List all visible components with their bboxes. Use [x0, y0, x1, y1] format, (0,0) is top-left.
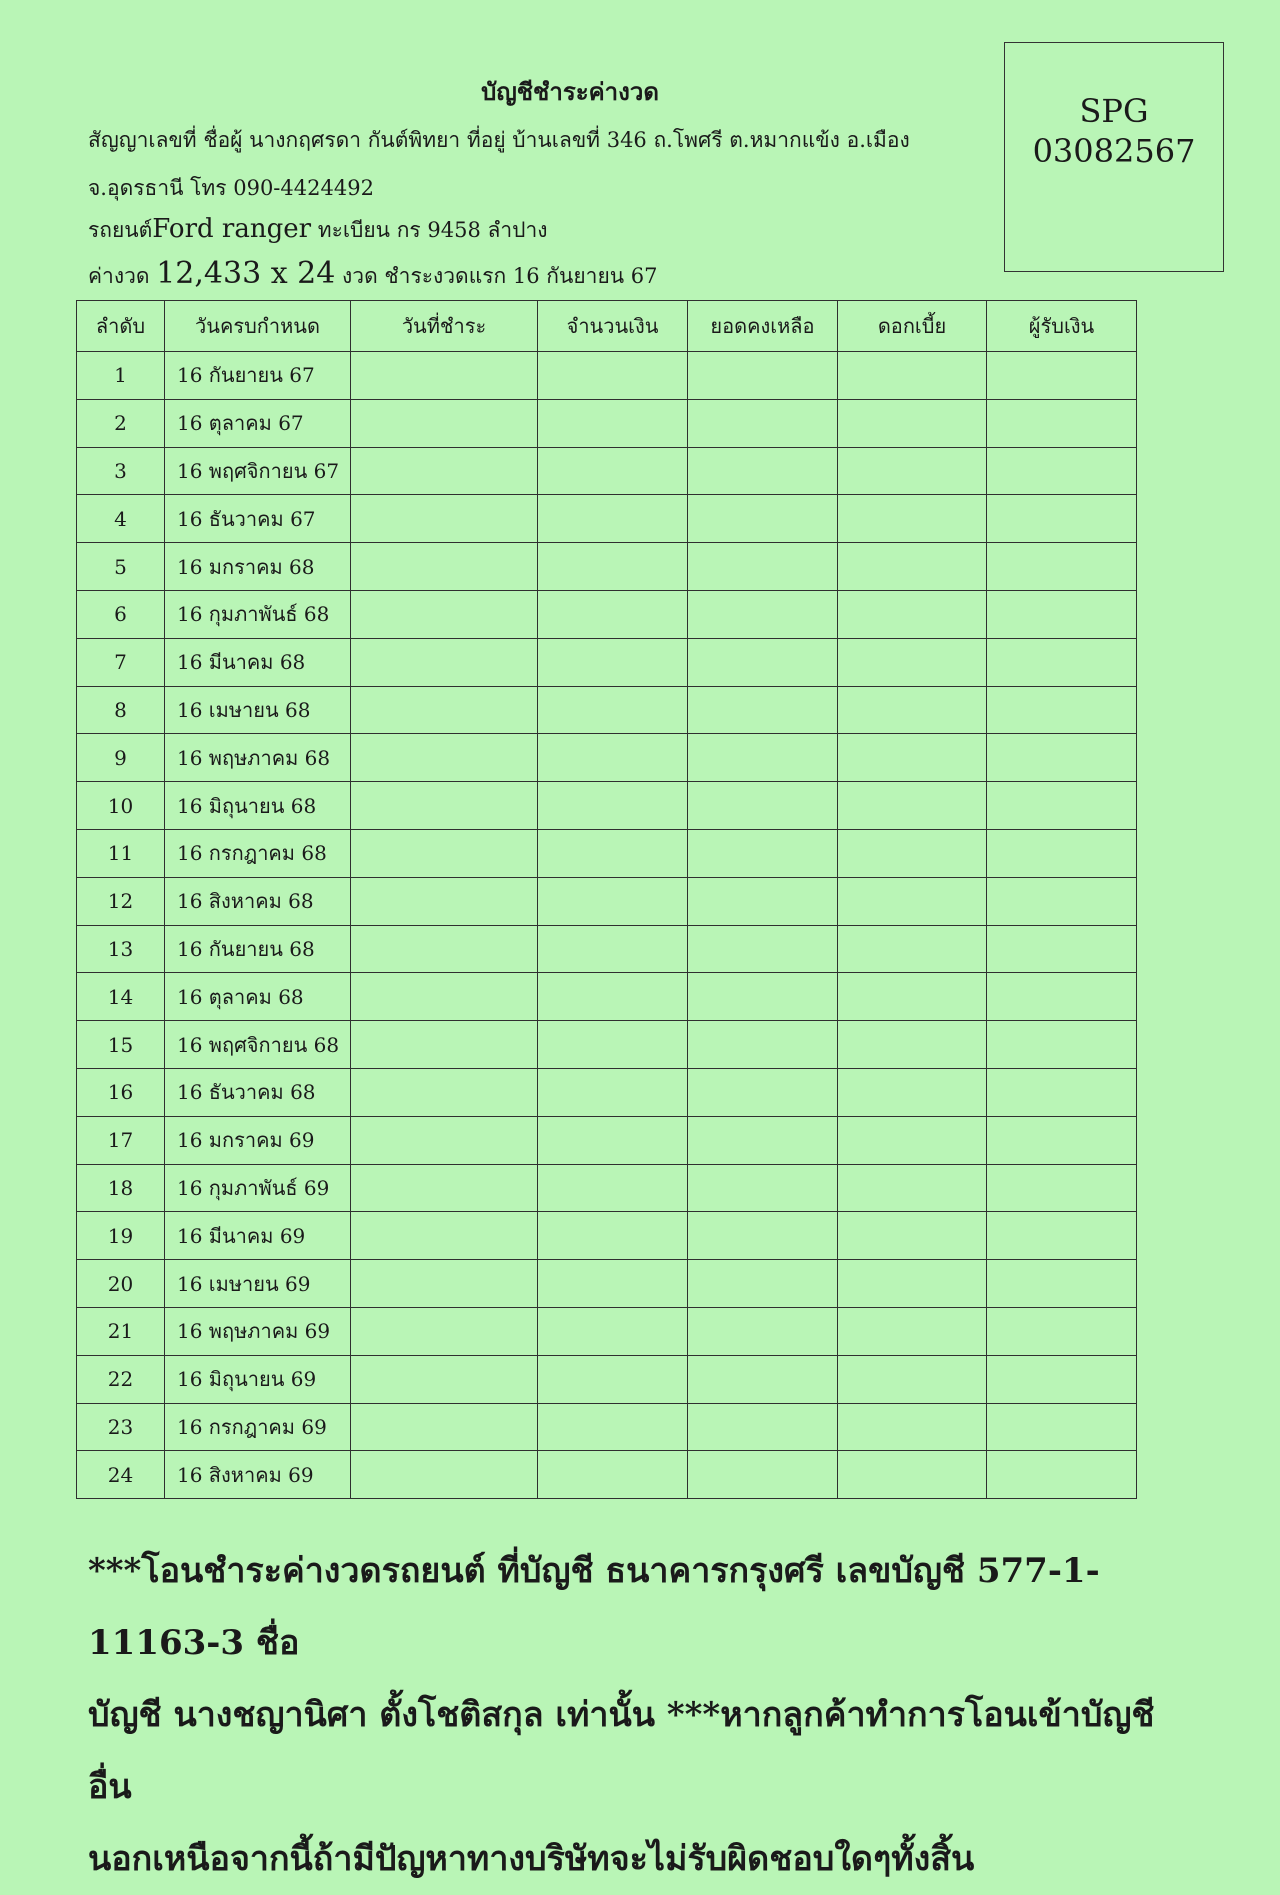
column-header: วันที่ชำระ [351, 301, 538, 352]
installment-amount: 12,433 x 24 [156, 256, 336, 291]
table-row [77, 399, 1137, 447]
due-date-cell: 16 มิถุนายน 68 [165, 782, 351, 830]
row-number-cell: 16 [77, 1068, 165, 1116]
installment-suffix: งวด ชำระงวดแรก 16 กันยายน 67 [342, 264, 658, 288]
document-title: บัญชีชำระค่างวด [481, 77, 659, 106]
payment-date-cell [351, 447, 538, 495]
receiver-cell [987, 1451, 1137, 1499]
vehicle-plate: ทะเบียน กร 9458 ลำปาง [317, 218, 548, 242]
table-row [77, 877, 1137, 925]
receiver-cell [987, 1403, 1137, 1451]
due-date-cell: 16 พฤษภาคม 69 [165, 1307, 351, 1355]
row-number-cell: 24 [77, 1451, 165, 1499]
balance-cell [688, 399, 838, 447]
table-row [77, 1212, 1137, 1260]
payment-schedule-table [76, 300, 1137, 1499]
notice-line-2: บัญชี นางชญานิศา ตั้งโชติสกุล เท่านั้น ***หากลูกค้าทำการโอนเข้าบัญชีอื่น [88, 1695, 1155, 1807]
table-row [77, 1403, 1137, 1451]
receiver-cell [987, 352, 1137, 400]
amount-cell [538, 973, 688, 1021]
table-row [77, 590, 1137, 638]
amount-cell [538, 590, 688, 638]
amount-cell [538, 1307, 688, 1355]
table-row [77, 1355, 1137, 1403]
table-row [77, 1068, 1137, 1116]
reference-code-prefix: SPG [1079, 92, 1149, 130]
amount-cell [538, 352, 688, 400]
row-number-cell: 7 [77, 638, 165, 686]
amount-cell [538, 686, 688, 734]
payment-date-cell [351, 1260, 538, 1308]
table-row [77, 543, 1137, 591]
column-header: ดอกเบี้ย [838, 301, 987, 352]
payment-date-cell [351, 1403, 538, 1451]
amount-cell [538, 877, 688, 925]
amount-cell [538, 734, 688, 782]
payment-date-cell [351, 495, 538, 543]
interest-cell [838, 1355, 987, 1403]
row-number-cell: 1 [77, 352, 165, 400]
interest-cell [838, 1021, 987, 1069]
receiver-cell [987, 782, 1137, 830]
payment-date-cell [351, 1307, 538, 1355]
table-row [77, 925, 1137, 973]
amount-cell [538, 447, 688, 495]
balance-cell [688, 973, 838, 1021]
balance-cell [688, 1307, 838, 1355]
receiver-cell [987, 1068, 1137, 1116]
row-number-cell: 17 [77, 1116, 165, 1164]
interest-cell [838, 1116, 987, 1164]
due-date-cell: 16 มีนาคม 69 [165, 1212, 351, 1260]
interest-cell [838, 1260, 987, 1308]
amount-cell [538, 1355, 688, 1403]
payment-date-cell [351, 1451, 538, 1499]
receiver-cell [987, 1021, 1137, 1069]
payment-date-cell [351, 543, 538, 591]
table-row [77, 782, 1137, 830]
interest-cell [838, 1212, 987, 1260]
interest-cell [838, 1307, 987, 1355]
balance-cell [688, 829, 838, 877]
amount-cell [538, 1451, 688, 1499]
receiver-cell [987, 686, 1137, 734]
payment-date-cell [351, 399, 538, 447]
table-row [77, 1164, 1137, 1212]
balance-cell [688, 543, 838, 591]
vehicle-line [88, 214, 548, 247]
receiver-cell [987, 1260, 1137, 1308]
receiver-cell [987, 399, 1137, 447]
receiver-cell [987, 734, 1137, 782]
balance-cell [688, 495, 838, 543]
interest-cell [838, 829, 987, 877]
row-number-cell: 8 [77, 686, 165, 734]
amount-cell [538, 1116, 688, 1164]
balance-cell [688, 1260, 838, 1308]
interest-cell [838, 1164, 987, 1212]
notice-line-3: นอกเหนือจากนี้ถ้ามีปัญหาทางบริษัทจะไม่รับผิดชอบใดๆทั้งสิ้น [88, 1839, 975, 1879]
row-number-cell: 4 [77, 495, 165, 543]
due-date-cell: 16 สิงหาคม 68 [165, 877, 351, 925]
row-number-cell: 3 [77, 447, 165, 495]
table-row [77, 1451, 1137, 1499]
table-row [77, 352, 1137, 400]
row-number-cell: 2 [77, 399, 165, 447]
balance-cell [688, 877, 838, 925]
balance-cell [688, 1068, 838, 1116]
receiver-cell [987, 829, 1137, 877]
column-header: ผู้รับเงิน [987, 301, 1137, 352]
due-date-cell: 16 ธันวาคม 67 [165, 495, 351, 543]
balance-cell [688, 686, 838, 734]
interest-cell [838, 782, 987, 830]
column-header: ยอดคงเหลือ [688, 301, 838, 352]
due-date-cell: 16 ตุลาคม 67 [165, 399, 351, 447]
balance-cell [688, 1355, 838, 1403]
receiver-cell [987, 1212, 1137, 1260]
receiver-cell [987, 590, 1137, 638]
contract-line: สัญญาเลขที่ ชื่อผู้ นางกฤศรดา กันต์พิทยา ที่อยู่ บ้านเลขที่ 346 ถ.โพศรี ต.หมากแข้ง อ.เมือง [88, 128, 910, 152]
province-phone-line: จ.อุดรธานี โทร 090-4424492 [88, 176, 374, 200]
amount-cell [538, 782, 688, 830]
balance-cell [688, 1164, 838, 1212]
transfer-notice [88, 1535, 1198, 1895]
due-date-cell: 16 สิงหาคม 69 [165, 1451, 351, 1499]
due-date-cell: 16 พฤศจิกายน 67 [165, 447, 351, 495]
balance-cell [688, 1021, 838, 1069]
row-number-cell: 21 [77, 1307, 165, 1355]
reference-code-number: 03082567 [1032, 132, 1196, 170]
receiver-cell [987, 447, 1137, 495]
table-row [77, 1021, 1137, 1069]
interest-cell [838, 686, 987, 734]
due-date-cell: 16 พฤษภาคม 68 [165, 734, 351, 782]
column-header: ลำดับ [77, 301, 165, 352]
receiver-cell [987, 1307, 1137, 1355]
payment-date-cell [351, 686, 538, 734]
amount-cell [538, 399, 688, 447]
payment-date-cell [351, 352, 538, 400]
amount-cell [538, 1212, 688, 1260]
interest-cell [838, 352, 987, 400]
due-date-cell: 16 มิถุนายน 69 [165, 1355, 351, 1403]
vehicle-prefix: รถยนต์ [88, 218, 153, 242]
amount-cell [538, 543, 688, 591]
notice-line-1: ***โอนชำระค่างวดรถยนต์ ที่บัญชี ธนาคารกรุงศรี เลขบัญชี 577-1-11163-3 ชื่อ [88, 1551, 1100, 1663]
interest-cell [838, 1403, 987, 1451]
table-row [77, 686, 1137, 734]
row-number-cell: 10 [77, 782, 165, 830]
table-row [77, 1116, 1137, 1164]
table-row [77, 495, 1137, 543]
due-date-cell: 16 มกราคม 69 [165, 1116, 351, 1164]
due-date-cell: 16 กันยายน 67 [165, 352, 351, 400]
row-number-cell: 14 [77, 973, 165, 1021]
interest-cell [838, 399, 987, 447]
interest-cell [838, 1068, 987, 1116]
due-date-cell: 16 มีนาคม 68 [165, 638, 351, 686]
payment-date-cell [351, 638, 538, 686]
due-date-cell: 16 กันยายน 68 [165, 925, 351, 973]
amount-cell [538, 638, 688, 686]
row-number-cell: 20 [77, 1260, 165, 1308]
amount-cell [538, 829, 688, 877]
amount-cell [538, 925, 688, 973]
row-number-cell: 12 [77, 877, 165, 925]
receiver-cell [987, 973, 1137, 1021]
column-header: วันครบกำหนด [165, 301, 351, 352]
payment-date-cell [351, 1116, 538, 1164]
installment-prefix: ค่างวด [88, 264, 150, 288]
vehicle-model: Ford ranger [152, 214, 312, 244]
due-date-cell: 16 กุมภาพันธ์ 69 [165, 1164, 351, 1212]
receiver-cell [987, 1116, 1137, 1164]
due-date-cell: 16 เมษายน 68 [165, 686, 351, 734]
amount-cell [538, 1021, 688, 1069]
due-date-cell: 16 ธันวาคม 68 [165, 1068, 351, 1116]
payment-date-cell [351, 590, 538, 638]
due-date-cell: 16 เมษายน 69 [165, 1260, 351, 1308]
interest-cell [838, 495, 987, 543]
balance-cell [688, 590, 838, 638]
receiver-cell [987, 638, 1137, 686]
payment-date-cell [351, 1068, 538, 1116]
table-header-row [77, 301, 1137, 352]
interest-cell [838, 590, 987, 638]
payment-date-cell [351, 1164, 538, 1212]
row-number-cell: 19 [77, 1212, 165, 1260]
balance-cell [688, 1212, 838, 1260]
payment-date-cell [351, 925, 538, 973]
balance-cell [688, 782, 838, 830]
interest-cell [838, 1451, 987, 1499]
row-number-cell: 11 [77, 829, 165, 877]
column-header: จำนวนเงิน [538, 301, 688, 352]
payment-date-cell [351, 734, 538, 782]
table-row [77, 734, 1137, 782]
interest-cell [838, 734, 987, 782]
installment-line [88, 256, 658, 293]
receiver-cell [987, 1164, 1137, 1212]
table-row [77, 1260, 1137, 1308]
table-row [77, 447, 1137, 495]
due-date-cell: 16 กรกฎาคม 68 [165, 829, 351, 877]
table-row [77, 638, 1137, 686]
amount-cell [538, 495, 688, 543]
row-number-cell: 5 [77, 543, 165, 591]
payment-date-cell [351, 1355, 538, 1403]
payment-date-cell [351, 1212, 538, 1260]
interest-cell [838, 447, 987, 495]
balance-cell [688, 1403, 838, 1451]
row-number-cell: 6 [77, 590, 165, 638]
receiver-cell [987, 1355, 1137, 1403]
payment-date-cell [351, 829, 538, 877]
due-date-cell: 16 กรกฎาคม 69 [165, 1403, 351, 1451]
table-row [77, 1307, 1137, 1355]
interest-cell [838, 925, 987, 973]
amount-cell [538, 1260, 688, 1308]
interest-cell [838, 973, 987, 1021]
row-number-cell: 18 [77, 1164, 165, 1212]
balance-cell [688, 352, 838, 400]
reference-code-box [1004, 42, 1224, 272]
due-date-cell: 16 กุมภาพันธ์ 68 [165, 590, 351, 638]
due-date-cell: 16 มกราคม 68 [165, 543, 351, 591]
balance-cell [688, 1116, 838, 1164]
receiver-cell [987, 543, 1137, 591]
payment-date-cell [351, 877, 538, 925]
payment-date-cell [351, 1021, 538, 1069]
row-number-cell: 22 [77, 1355, 165, 1403]
table-row [77, 973, 1137, 1021]
amount-cell [538, 1068, 688, 1116]
payment-date-cell [351, 782, 538, 830]
balance-cell [688, 1451, 838, 1499]
amount-cell [538, 1403, 688, 1451]
receiver-cell [987, 877, 1137, 925]
row-number-cell: 13 [77, 925, 165, 973]
interest-cell [838, 877, 987, 925]
balance-cell [688, 447, 838, 495]
amount-cell [538, 1164, 688, 1212]
interest-cell [838, 543, 987, 591]
receiver-cell [987, 925, 1137, 973]
due-date-cell: 16 พฤศจิกายน 68 [165, 1021, 351, 1069]
row-number-cell: 23 [77, 1403, 165, 1451]
due-date-cell: 16 ตุลาคม 68 [165, 973, 351, 1021]
balance-cell [688, 734, 838, 782]
receiver-cell [987, 495, 1137, 543]
row-number-cell: 15 [77, 1021, 165, 1069]
balance-cell [688, 638, 838, 686]
table-row [77, 829, 1137, 877]
balance-cell [688, 925, 838, 973]
payment-date-cell [351, 973, 538, 1021]
interest-cell [838, 638, 987, 686]
row-number-cell: 9 [77, 734, 165, 782]
